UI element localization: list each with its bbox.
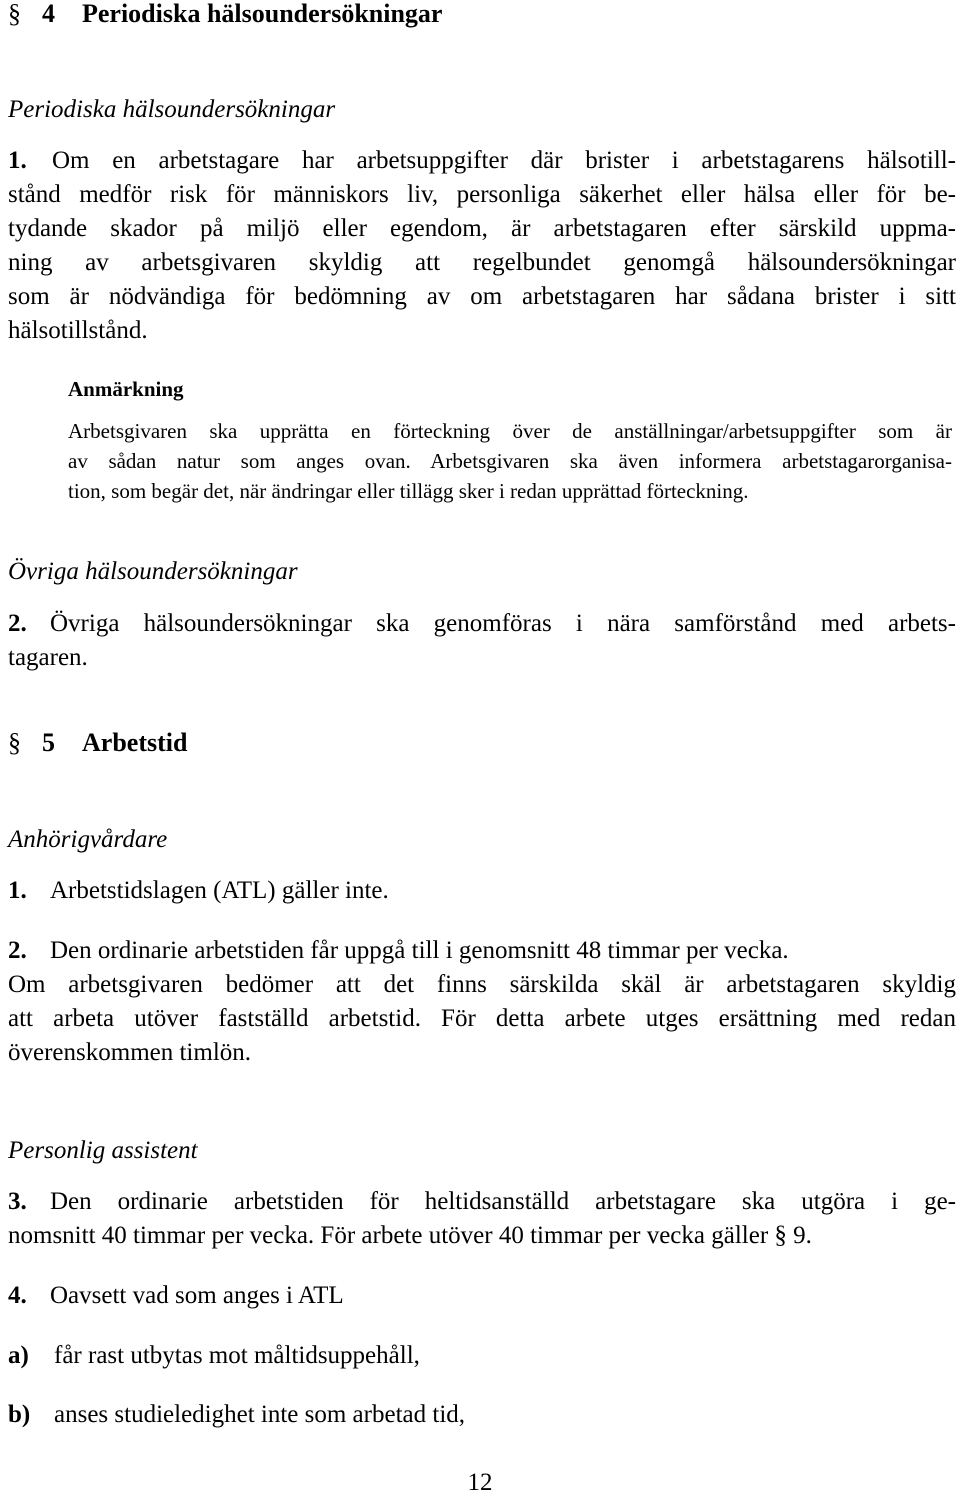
list-item: [8, 1339, 420, 1373]
paragraph-line: stånd medför risk för människors liv, personliga säkerhet eller hälsa eller för be-: [8, 181, 956, 208]
paragraph-line: 1. Arbetstidslagen (ATL) gäller inte.: [8, 874, 389, 908]
paragraph-number: 3.: [8, 1188, 27, 1215]
paragraph-line: tydande skador på miljö eller egendom, är arbetstagaren efter särskild uppma-: [8, 215, 956, 242]
paragraph-line: att arbeta utöver fastställd arbetstid. För detta arbete utges ersättning med redan: [8, 1005, 956, 1032]
paragraph-line: hälsotillstånd.: [8, 317, 148, 344]
section-title: Arbetstid: [82, 728, 188, 757]
paragraph-line: 2. Övriga hälsoundersökningar ska genomföras i nära samförstånd med arbets-: [8, 607, 956, 641]
paragraph-line: 2. Den ordinarie arbetstiden får uppgå till i genomsnitt 48 timmar per vecka.: [8, 934, 789, 968]
section-number: 5: [42, 728, 55, 757]
paragraph-line: 1. Om en arbetstagare har arbetsuppgifter där brister i arbetstagarens hälsotill-: [8, 144, 956, 178]
list-item-text: får rast utbytas mot måltidsuppehåll,: [54, 1342, 420, 1369]
section-heading-5: [8, 726, 187, 760]
paragraph-number: 1.: [8, 147, 27, 174]
paragraph-number: 4.: [8, 1282, 27, 1309]
paragraph-number: 2.: [8, 937, 27, 964]
subheading-personlig-assistent: Personlig assistent: [8, 1137, 198, 1164]
subheading-periodiska: Periodiska hälsoundersökningar: [8, 96, 336, 123]
paragraph-line: överenskommen timlön.: [8, 1039, 252, 1066]
paragraph-line: 3. Den ordinarie arbetstiden för heltidsanställd arbetstagare ska utgöra i ge-: [8, 1185, 956, 1219]
note-line: Arbetsgivaren ska upprätta en förteckning över de anställningar/arbetsuppgifter som är: [68, 419, 952, 443]
section-heading-4: [8, 0, 442, 31]
paragraph-line: ning av arbetsgivaren skyldig att regelbundet genomgå hälsoundersökningar: [8, 249, 956, 276]
paragraph-line: Om arbetsgivaren bedömer att det finns särskilda skäl är arbetstagaren skyldig: [8, 971, 956, 998]
note-line: tion, som begär det, när ändringar eller tillägg sker i redan upprättad förteckning.: [68, 479, 749, 503]
list-item: [8, 1398, 465, 1432]
subheading-ovriga: Övriga hälsoundersökningar: [8, 558, 298, 585]
note-title: Anmärkning: [68, 377, 184, 401]
section-mark: §: [8, 0, 21, 28]
section-number: 4: [42, 0, 55, 28]
list-item-label: b): [8, 1401, 31, 1428]
section-title: Periodiska hälsoundersökningar: [82, 0, 443, 28]
paragraph-number: 1.: [8, 877, 27, 904]
paragraph-line: nomsnitt 40 timmar per vecka. För arbete utöver 40 timmar per vecka gäller § 9.: [8, 1222, 812, 1249]
page-number: 12: [467, 1469, 493, 1496]
list-item-label: a): [8, 1342, 29, 1369]
paragraph-line: tagaren.: [8, 644, 88, 671]
paragraph-line: som är nödvändiga för bedömning av om arbetstagaren har sådana brister i sitt: [8, 283, 956, 310]
note-line: av sådan natur som anges ovan. Arbetsgivaren ska även informera arbetstagarorganisa-: [68, 449, 952, 473]
subheading-anhorigvardare: Anhörigvårdare: [8, 826, 168, 853]
paragraph-line: 4. Oavsett vad som anges i ATL: [8, 1279, 344, 1313]
list-item-text: anses studieledighet inte som arbetad tid,: [54, 1401, 466, 1428]
paragraph-number: 2.: [8, 610, 27, 637]
section-mark: §: [8, 728, 21, 757]
